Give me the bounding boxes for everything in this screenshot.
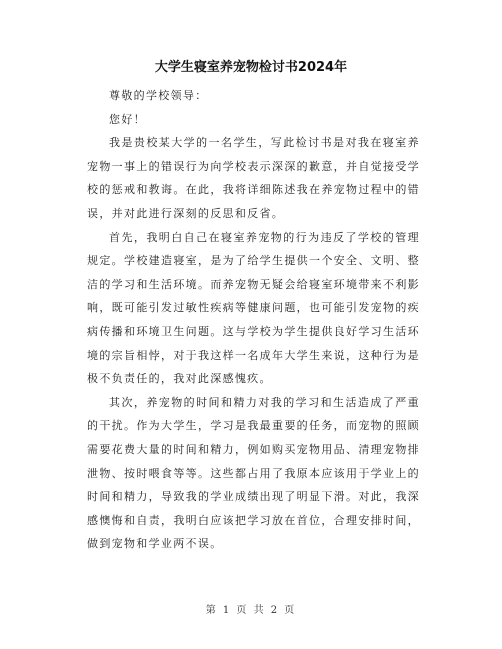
document-body bbox=[87, 84, 420, 556]
body-paragraph: 其次，养宠物的时间和精力对我的学习和生活造成了严重的干扰。作为大学生，学习是我最重要的任务，而宠物的照顾需要花费大量的时间和精力，例如购买宠物用品、清理宠物排泄物、按时喂食等等。这些都占用了我原本应该用于学业上的时间和精力，导致我的学业成绩出现了明显下滑。对此，我深感懊悔和自责，我明白应该把学习放在首位，合理安排时间，做到宠物和学业两不误。 bbox=[87, 395, 420, 551]
document-title: 大学生寝室养宠物检讨书2024年 bbox=[154, 60, 348, 75]
salutation: 尊敬的学校领导： bbox=[109, 89, 208, 102]
body-paragraph: 我是贵校某大学的一名学生，写此检讨书是对我在寝室养宠物一事上的错误行为向学校表示深深的歉意，并自觉接受学校的惩戒和教诲。在此，我将详细陈述我在养宠物过程中的错误，并对此进行深刻的反思和反省。 bbox=[87, 136, 420, 220]
body-paragraph: 首先，我明白自己在寝室养宠物的行为违反了学校的管理规定。学校建造寝室，是为了给学生提供一个安全、文明、整洁的学习和生活环境。而养宠物无疑会给寝室环境带来不利影响，既可能引发过敏性疾病等健康问题，也可能引发宠物的疾病传播和环境卫生问题。这与学校为学生提供良好学习生活环境的宗旨相悖，对于我这样一名成年大学生来说，这种行为是极不负责任的，我对此深感愧疚。 bbox=[87, 230, 420, 386]
page-number: 第 1 页 共 2 页 bbox=[205, 605, 297, 616]
greeting: 您好！ bbox=[109, 112, 146, 126]
